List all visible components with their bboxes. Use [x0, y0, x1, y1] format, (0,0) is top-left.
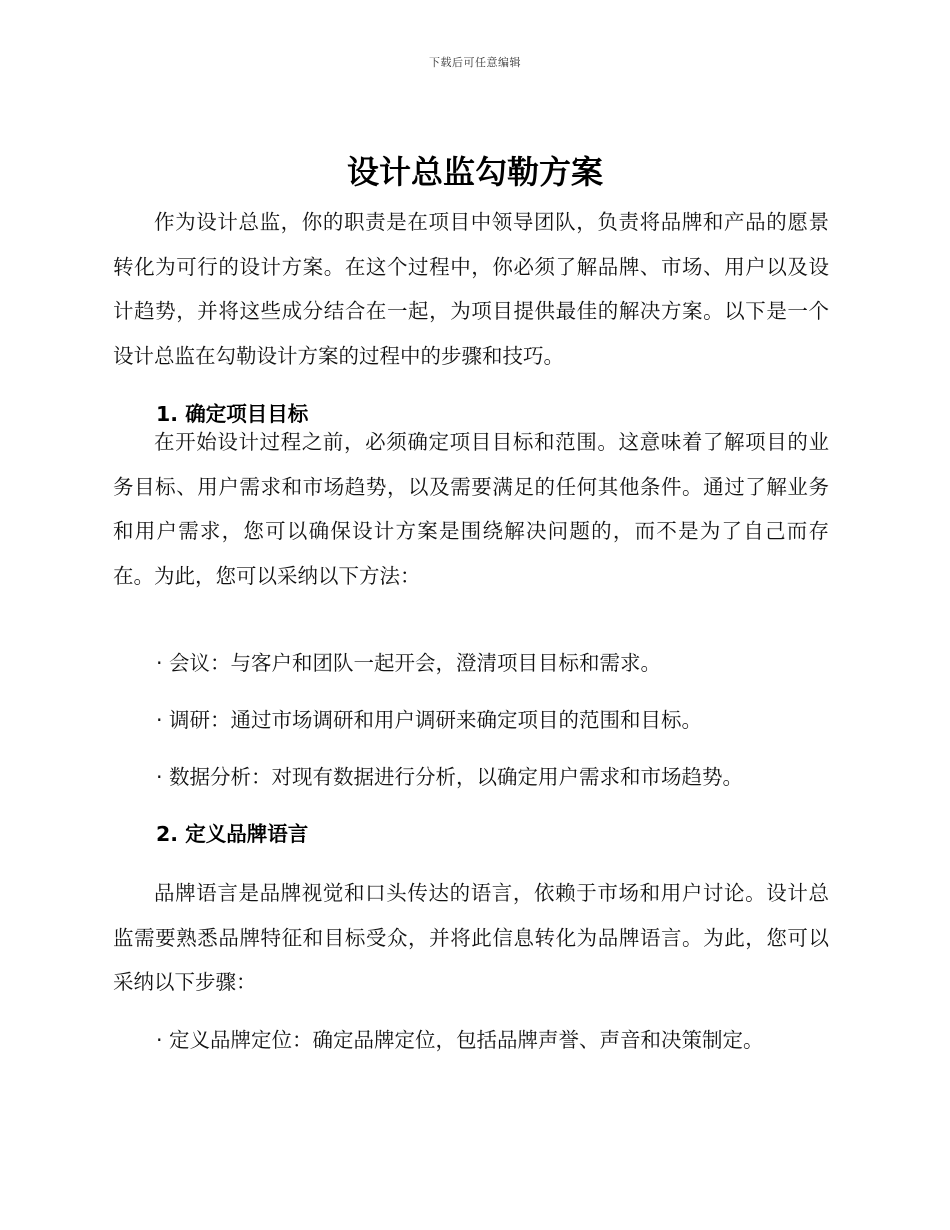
bullet-item: · 定义品牌定位：确定品牌定位，包括品牌声誉、声音和决策制定。: [156, 1028, 764, 1052]
section-1-paragraph: 在开始设计过程之前，必须确定项目目标和范围。这意味着了解项目的业务目标、用户需求和市场趋势，以及需要满足的任何其他条件。通过了解业务和用户需求，您可以确保设计方案是围绕解决问题的，而不是为了自己而存在。为此，您可以采纳以下方法：: [113, 430, 829, 588]
page-header-note: 下载后可任意编辑: [429, 56, 521, 69]
section-2-paragraph: 品牌语言是品牌视觉和口头传达的语言，依赖于市场和用户讨论。设计总监需要熟悉品牌特征和目标受众，并将此信息转化为品牌语言。为此，您可以采纳以下步骤：: [113, 881, 829, 994]
bullet-item: · 数据分析：对现有数据进行分析，以确定用户需求和市场趋势。: [156, 765, 744, 789]
bullet-item: · 调研：通过市场调研和用户调研来确定项目的范围和目标。: [156, 708, 703, 732]
section-heading-2: 2. 定义品牌语言: [156, 822, 309, 846]
intro-paragraph: 作为设计总监，你的职责是在项目中领导团队，负责将品牌和产品的愿景转化为可行的设计方案。在这个过程中，你必须了解品牌、市场、用户以及设计趋势，并将这些成分结合在一起，为项目提供最佳的解决方案。以下是一个设计总监在勾勒设计方案的过程中的步骤和技巧。: [113, 210, 829, 368]
document-title: 设计总监勾勒方案: [346, 153, 603, 191]
section-heading-1: 1. 确定项目目标: [156, 402, 309, 426]
bullet-item: · 会议：与客户和团队一起开会，澄清项目目标和需求。: [156, 651, 662, 675]
